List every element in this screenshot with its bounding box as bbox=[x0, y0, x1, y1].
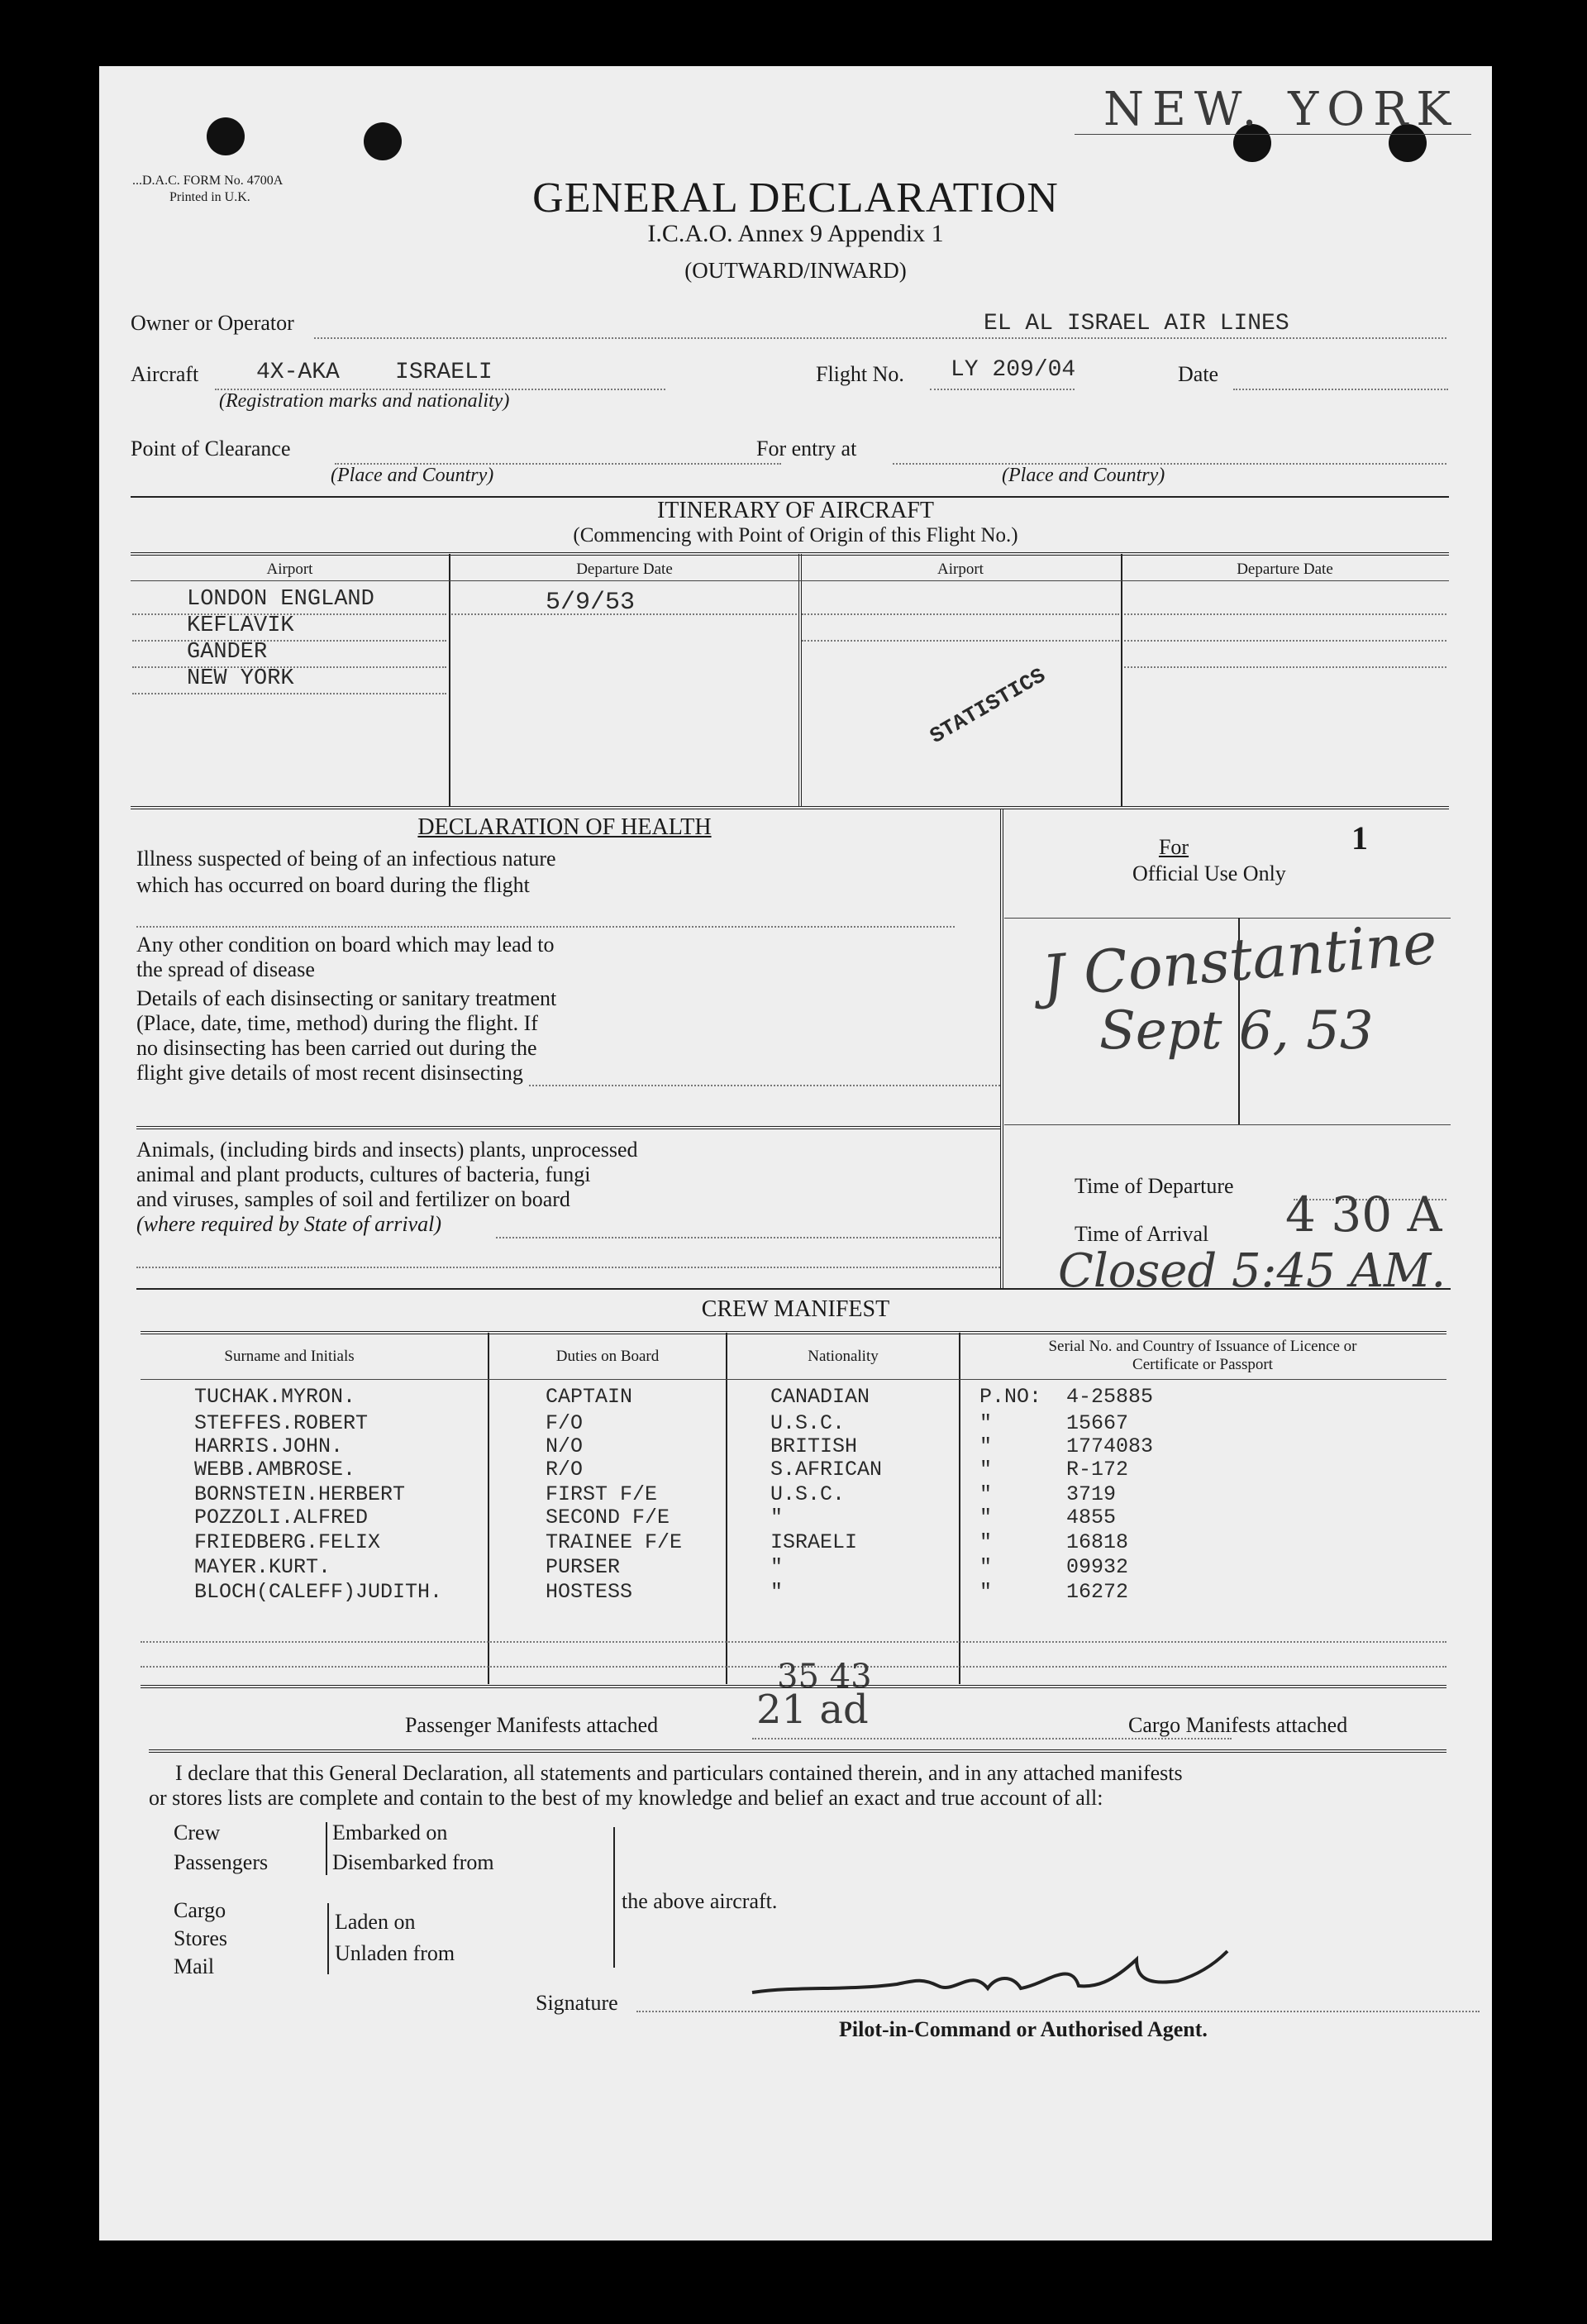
crew-row bbox=[99, 1458, 1492, 1482]
crew-nationality: S.AFRICAN bbox=[770, 1458, 883, 1482]
crew-nationality: U.S.C. bbox=[770, 1411, 846, 1435]
decl-passengers: Passengers bbox=[174, 1850, 269, 1874]
animals-line: and viruses, samples of soil and fertilizer on board bbox=[136, 1187, 570, 1211]
crew-serial: P.NO: 4-25885 bbox=[979, 1385, 1154, 1409]
crew-duty: F/O bbox=[546, 1411, 584, 1435]
health-disinsect-line: flight give details of most recent disinsecting bbox=[136, 1061, 523, 1085]
crew-nationality: ISRAELI bbox=[770, 1530, 858, 1554]
crew-name: HARRIS.JOHN. bbox=[194, 1434, 344, 1458]
crew-serial: " 1774083 bbox=[979, 1434, 1154, 1458]
decl-crew: Crew bbox=[174, 1821, 221, 1844]
decl-stores: Stores bbox=[174, 1926, 227, 1950]
flight-value: LY 209/04 bbox=[951, 357, 1076, 383]
crew-duty: SECOND F/E bbox=[546, 1506, 670, 1529]
itinerary-departure-date: 5/9/53 bbox=[546, 589, 636, 617]
crew-name: WEBB.AMBROSE. bbox=[194, 1458, 356, 1482]
punch-hole bbox=[364, 122, 402, 160]
form-number: ...D.A.C. FORM No. 4700A bbox=[132, 174, 284, 188]
crew-row bbox=[99, 1411, 1492, 1436]
crew-duty: CAPTAIN bbox=[546, 1385, 633, 1409]
crew-name: BLOCH(CALEFF)JUDITH. bbox=[194, 1580, 443, 1604]
crew-row bbox=[99, 1555, 1492, 1580]
itinerary-col-airport-1: Airport bbox=[266, 561, 313, 578]
aircraft-note: (Registration marks and nationality) bbox=[219, 390, 510, 412]
crew-nationality: " bbox=[770, 1580, 784, 1604]
crew-nationality: " bbox=[770, 1506, 784, 1529]
aircraft-label: Aircraft bbox=[131, 362, 199, 386]
arrival-value: 4 30 A bbox=[1285, 1186, 1442, 1243]
crew-nationality: " bbox=[770, 1555, 784, 1579]
crew-duty: FIRST F/E bbox=[546, 1482, 658, 1506]
crew-duty: PURSER bbox=[546, 1555, 621, 1579]
page-subtitle: I.C.A.O. Annex 9 Appendix 1 bbox=[647, 220, 944, 247]
decl-embarked: Embarked on bbox=[332, 1821, 448, 1844]
pilot-signature bbox=[748, 1943, 1261, 2009]
itinerary-airport: GANDER bbox=[187, 640, 268, 665]
health-condition-line: the spread of disease bbox=[136, 957, 315, 981]
aircraft-value: 4X-AKA ISRAELI bbox=[256, 360, 493, 385]
itinerary-col-airport-2: Airport bbox=[937, 561, 984, 578]
official-use-label: Official Use Only bbox=[1132, 861, 1286, 885]
crew-duty: HOSTESS bbox=[546, 1580, 633, 1604]
itinerary-title: ITINERARY OF AIRCRAFT bbox=[656, 498, 934, 523]
passenger-count: 21 ad bbox=[756, 1687, 869, 1733]
crew-row bbox=[99, 1434, 1492, 1459]
date-label: Date bbox=[1178, 362, 1219, 386]
decl-above-aircraft: the above aircraft. bbox=[622, 1889, 778, 1913]
itinerary-subtitle: (Commencing with Point of Origin of this Flight No.) bbox=[573, 524, 1018, 546]
decl-disembarked: Disembarked from bbox=[332, 1850, 494, 1874]
crew-row bbox=[99, 1482, 1492, 1507]
declaration-line: I declare that this General Declaration, all statements and particulars contained therein, and in any attached manifests bbox=[175, 1761, 1183, 1785]
itinerary-airport: KEFLAVIK bbox=[187, 613, 294, 638]
handwritten-destination: NEW. YORK bbox=[1103, 83, 1460, 136]
decl-mail: Mail bbox=[174, 1954, 215, 1978]
animals-line: (where required by State of arrival) bbox=[136, 1212, 441, 1236]
official-for-label: For bbox=[1158, 835, 1189, 859]
crew-title: CREW MANIFEST bbox=[701, 1296, 890, 1322]
crew-nationality: CANADIAN bbox=[770, 1385, 870, 1409]
health-condition-line: Any other condition on board which may lead to bbox=[136, 933, 555, 957]
clearance-label: Point of Clearance bbox=[131, 437, 291, 461]
decl-unladen: Unladen from bbox=[335, 1941, 455, 1965]
punch-hole bbox=[207, 117, 245, 155]
itinerary-col-date-2: Departure Date bbox=[1237, 561, 1333, 578]
decl-cargo: Cargo bbox=[174, 1898, 226, 1922]
crew-duty: R/O bbox=[546, 1458, 584, 1482]
entry-label: For entry at bbox=[756, 437, 857, 461]
crew-serial: " 4855 bbox=[979, 1506, 1117, 1529]
crew-duty: TRAINEE F/E bbox=[546, 1530, 683, 1554]
crew-rows bbox=[99, 1385, 1492, 1633]
owner-label: Owner or Operator bbox=[131, 311, 294, 335]
flight-label: Flight No. bbox=[816, 362, 904, 386]
health-disinsect-line: Details of each disinsecting or sanitary treatment bbox=[136, 986, 557, 1010]
departure-label: Time of Departure bbox=[1075, 1174, 1234, 1198]
crew-col-name: Surname and Initials bbox=[224, 1348, 355, 1365]
crew-name: FRIEDBERG.FELIX bbox=[194, 1530, 381, 1554]
clearance-note: (Place and Country) bbox=[331, 465, 494, 486]
signature-label: Signature bbox=[536, 1991, 618, 2015]
arrival-label: Time of Arrival bbox=[1075, 1222, 1209, 1246]
crew-handwritten-count: 35 43 bbox=[777, 1658, 872, 1696]
animals-line: Animals, (including birds and insects) plants, unprocessed bbox=[136, 1138, 638, 1162]
crew-serial: " 3719 bbox=[979, 1482, 1117, 1506]
official-signature-date: Sept 6, 53 bbox=[1099, 1000, 1374, 1062]
health-disinsect-line: no disinsecting has been carried out during the bbox=[136, 1036, 537, 1060]
crew-col-nationality: Nationality bbox=[808, 1348, 879, 1365]
crew-serial: " 09932 bbox=[979, 1555, 1129, 1579]
crew-name: MAYER.KURT. bbox=[194, 1555, 331, 1579]
crew-name: TUCHAK.MYRON. bbox=[194, 1385, 356, 1409]
owner-value: EL AL ISRAEL AIR LINES bbox=[984, 311, 1289, 336]
itinerary-col-date-1: Departure Date bbox=[576, 561, 673, 578]
crew-name: BORNSTEIN.HERBERT bbox=[194, 1482, 406, 1506]
health-disinsect-line: (Place, date, time, method) during the flight. If bbox=[136, 1011, 538, 1035]
health-illness-line: Illness suspected of being of an infectious nature bbox=[136, 847, 556, 871]
pilot-label: Pilot-in-Command or Authorised Agent. bbox=[839, 2017, 1208, 2041]
closed-note: Closed 5:45 AM. bbox=[1058, 1244, 1446, 1298]
crew-serial: " 15667 bbox=[979, 1411, 1129, 1435]
crew-nationality: BRITISH bbox=[770, 1434, 858, 1458]
crew-nationality: U.S.C. bbox=[770, 1482, 846, 1506]
direction: (OUTWARD/INWARD) bbox=[684, 258, 907, 283]
declaration-line: or stores lists are complete and contain to the best of my knowledge and belief an exact and true account of all: bbox=[149, 1786, 1103, 1810]
cargo-manifest-label: Cargo Manifests attached bbox=[1128, 1713, 1348, 1737]
official-signature-name: J Constantine bbox=[1039, 909, 1440, 1011]
crew-name: STEFFES.ROBERT bbox=[194, 1411, 369, 1435]
animals-line: animal and plant products, cultures of bacteria, fungi bbox=[136, 1162, 591, 1186]
page-title: GENERAL DECLARATION bbox=[532, 174, 1059, 222]
crew-row bbox=[99, 1580, 1492, 1605]
crew-name: POZZOLI.ALFRED bbox=[194, 1506, 369, 1529]
printed-in: Printed in U.K. bbox=[169, 190, 250, 204]
passenger-manifest-label: Passenger Manifests attached bbox=[405, 1713, 659, 1737]
crew-row bbox=[99, 1506, 1492, 1530]
crew-col-duties: Duties on Board bbox=[555, 1348, 660, 1365]
official-page-no: 1 bbox=[1351, 819, 1368, 857]
decl-laden: Laden on bbox=[335, 1910, 416, 1934]
crew-row bbox=[99, 1385, 1492, 1410]
health-illness-line: which has occurred on board during the flight bbox=[136, 873, 530, 897]
crew-serial: " 16272 bbox=[979, 1580, 1129, 1604]
crew-serial: " R-172 bbox=[979, 1458, 1129, 1482]
crew-duty: N/O bbox=[546, 1434, 584, 1458]
itinerary-airport: NEW YORK bbox=[187, 666, 294, 691]
declaration-form bbox=[99, 66, 1492, 2240]
health-title: DECLARATION OF HEALTH bbox=[417, 814, 712, 840]
itinerary-airport: LONDON ENGLAND bbox=[187, 587, 374, 612]
entry-note: (Place and Country) bbox=[1002, 465, 1165, 486]
statistics-stamp: STATISTICS bbox=[926, 662, 1051, 749]
crew-col-serial: Serial No. and Country of Issuance of Licence or Certificate or Passport bbox=[1048, 1338, 1357, 1373]
crew-serial: " 16818 bbox=[979, 1530, 1129, 1554]
crew-row bbox=[99, 1530, 1492, 1555]
